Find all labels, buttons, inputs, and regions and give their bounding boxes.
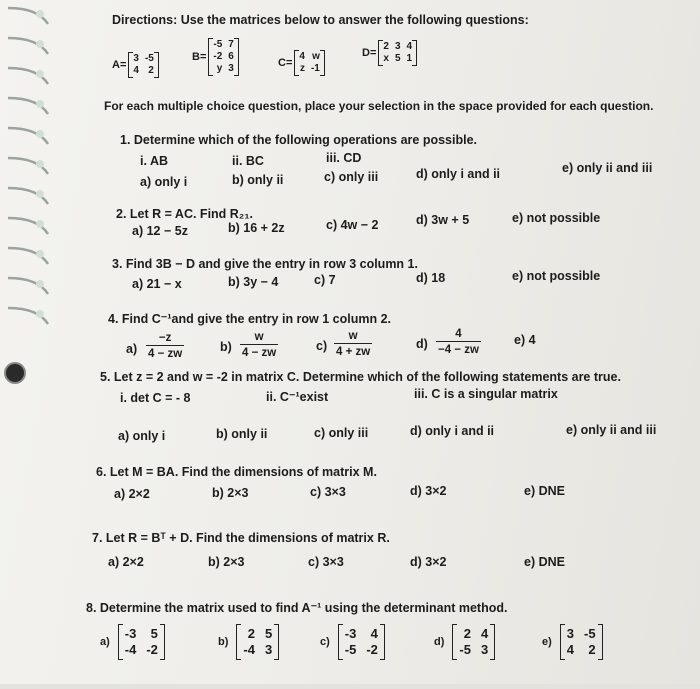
q5-statement-iii: iii. C is a singular matrix [414, 387, 558, 401]
q1-choice-c: c) only iii [324, 170, 379, 184]
q6-stem: 6. Let M = BA. Find the dimensions of matrix M. [96, 465, 377, 479]
q4-choice-b-label: b) [220, 340, 232, 354]
q8-a-cell: -3 [124, 626, 137, 641]
q2-choice-a: a) 12 − 5z [132, 224, 188, 238]
q2-choice-c: c) 4w − 2 [326, 218, 379, 232]
matrix-b-cell: -5 [213, 39, 223, 50]
matrix-b-cell: 6 [228, 51, 234, 62]
q7-stem: 7. Let R = Bᵀ + D. Find the dimensions of matrix R. [92, 531, 390, 545]
q1-choice-d: d) only i and ii [416, 167, 501, 181]
q7-choice-d: d) 3×2 [410, 555, 447, 569]
q8-option-e-label: e) [542, 635, 552, 648]
matrix-d-label: D= [362, 47, 377, 59]
q7-choice-e: e) DNE [524, 555, 565, 569]
matrix-a-label: A= [112, 59, 127, 71]
q8-e-cell: 2 [588, 642, 596, 657]
q8-a-cell: -2 [146, 642, 158, 657]
matrix-a-cell: 2 [148, 65, 154, 76]
q8-e-cell: -5 [584, 626, 596, 641]
q8-option-b [218, 624, 279, 660]
directions-text: Directions: Use the matrices below to answer the following questions: [112, 13, 529, 27]
matrix-c-cell: w [312, 51, 320, 62]
q6-choice-c: c) 3×3 [310, 485, 346, 499]
q4-choice-c-label: c) [316, 339, 328, 353]
q7-choice-b: b) 2×3 [208, 555, 245, 569]
q4-d-denominator: −4 − zw [436, 341, 481, 356]
q4-c-numerator: w [348, 330, 358, 342]
q2-choice-b: b) 16 + 2z [228, 221, 285, 235]
q8-option-e [542, 624, 603, 660]
q4-b-denominator: 4 − zw [240, 344, 278, 359]
binder-hole [4, 362, 26, 384]
matrix-b-cell: -2 [213, 51, 223, 62]
matrix-d-cell: 5 [394, 53, 401, 64]
q6-choice-d: d) 3×2 [410, 484, 447, 498]
q5-choice-c: c) only iii [314, 426, 369, 440]
q4-choice-d-label: d) [416, 337, 428, 351]
q1-choice-e: e) only ii and iii [562, 161, 653, 175]
q1-choice-a: a) only i [140, 175, 188, 189]
matrix-a-cell: -5 [144, 53, 154, 64]
matrix-b-cell: y [216, 63, 223, 74]
q5-choice-e: e) only ii and iii [566, 423, 657, 437]
q8-option-a [100, 624, 165, 660]
matrix-d-cell: 3 [394, 41, 401, 52]
q1-op-cd: iii. CD [326, 151, 362, 165]
matrix-b-cell: 3 [228, 63, 234, 74]
q7-choice-c: c) 3×3 [308, 555, 344, 569]
q6-choice-a: a) 2×2 [114, 487, 150, 501]
matrix-b [192, 38, 239, 76]
q2-choice-e: e) not possible [512, 211, 601, 225]
matrix-a-cell: 3 [133, 53, 139, 64]
q8-c-cell: -3 [344, 626, 357, 641]
matrix-a [112, 52, 159, 78]
q8-c-cell: -2 [366, 642, 378, 657]
q5-statement-i: i. det C = - 8 [120, 391, 191, 405]
q4-b-numerator: w [254, 331, 264, 343]
q8-option-a-label: a) [100, 635, 110, 648]
q8-option-d-label: d) [434, 635, 445, 648]
spiral-binding [0, 0, 64, 684]
q8-d-cell: 3 [480, 642, 489, 657]
q4-a-numerator: −z [158, 332, 172, 344]
q5-choice-d: d) only i and ii [410, 424, 495, 438]
matrix-d-cell: x [383, 53, 389, 64]
q8-e-cell: 3 [566, 626, 575, 641]
q4-choice-a-fraction [146, 332, 184, 360]
q4-choice-b-fraction [240, 331, 278, 359]
q5-statement-ii: ii. C⁻¹exist [266, 390, 329, 404]
matrix-c [278, 50, 325, 76]
q4-stem: 4. Find C⁻¹and give the entry in row 1 column 2. [108, 312, 392, 326]
matrix-c-label: C= [278, 57, 293, 69]
q8-c-cell: 4 [370, 626, 378, 641]
q5-choice-a: a) only i [118, 429, 166, 443]
q4-choice-c-fraction [334, 330, 372, 358]
q3-choice-e: e) not possible [512, 269, 601, 283]
q8-e-cell: 4 [566, 642, 575, 657]
q4-c-denominator: 4 + zw [334, 343, 372, 358]
q3-choice-b: b) 3y − 4 [228, 275, 279, 289]
q8-a-cell: 5 [150, 626, 158, 641]
matrix-d-cell: 1 [406, 53, 413, 64]
q2-choice-d: d) 3w + 5 [416, 213, 470, 227]
q8-a-cell: -4 [124, 642, 137, 657]
q8-b-cell: 3 [264, 642, 273, 657]
q8-d-cell: -5 [459, 642, 471, 657]
q4-a-denominator: 4 − zw [146, 345, 184, 360]
matrix-c-cell: 4 [299, 51, 305, 62]
q4-d-numerator: 4 [455, 328, 462, 340]
q8-d-cell: 2 [463, 626, 471, 641]
q8-b-cell: -4 [243, 642, 255, 657]
instruction-text: For each multiple choice question, place your selection in the space provided for each question. [104, 99, 654, 113]
q3-choice-d: d) 18 [416, 271, 446, 285]
q8-option-d [434, 624, 495, 660]
q7-choice-a: a) 2×2 [108, 555, 144, 569]
matrix-a-cell: 4 [133, 65, 139, 76]
q2-stem: 2. Let R = AC. Find R₂₁. [116, 207, 254, 221]
q8-c-cell: -5 [344, 642, 357, 657]
matrix-d [362, 40, 417, 66]
q1-choice-b: b) only ii [232, 173, 284, 187]
q5-choice-b: b) only ii [216, 427, 268, 441]
q6-choice-e: e) DNE [524, 484, 565, 498]
q8-option-c [320, 624, 385, 660]
q3-choice-c: c) 7 [314, 273, 336, 287]
matrix-d-cell: 2 [383, 41, 389, 52]
q4-choice-e: e) 4 [514, 333, 536, 347]
q8-b-cell: 2 [247, 626, 255, 641]
q8-stem: 8. Determine the matrix used to find A⁻¹ using the determinant method. [86, 601, 508, 615]
q1-op-bc: ii. BC [232, 154, 264, 168]
matrix-c-cell: -1 [310, 63, 320, 74]
q3-stem: 3. Find 3B − D and give the entry in row 3 column 1. [112, 257, 418, 271]
matrix-c-cell: z [299, 63, 305, 74]
q1-stem: 1. Determine which of the following operations are possible. [120, 133, 478, 147]
matrix-b-cell: 7 [228, 39, 234, 50]
matrix-b-label: B= [192, 51, 207, 63]
q6-choice-b: b) 2×3 [212, 486, 249, 500]
q4-choice-a-label: a) [126, 342, 138, 356]
matrix-d-cell: 4 [406, 41, 413, 52]
q8-b-cell: 5 [264, 626, 273, 641]
q4-choice-d-fraction [436, 328, 481, 356]
q5-stem: 5. Let z = 2 and w = -2 in matrix C. Determine which of the following statements are true. [100, 370, 621, 384]
q1-op-ab: i. AB [140, 154, 169, 168]
q8-option-c-label: c) [320, 635, 330, 648]
q8-d-cell: 4 [480, 626, 489, 641]
q8-option-b-label: b) [218, 635, 229, 648]
q3-choice-a: a) 21 − x [132, 277, 182, 291]
